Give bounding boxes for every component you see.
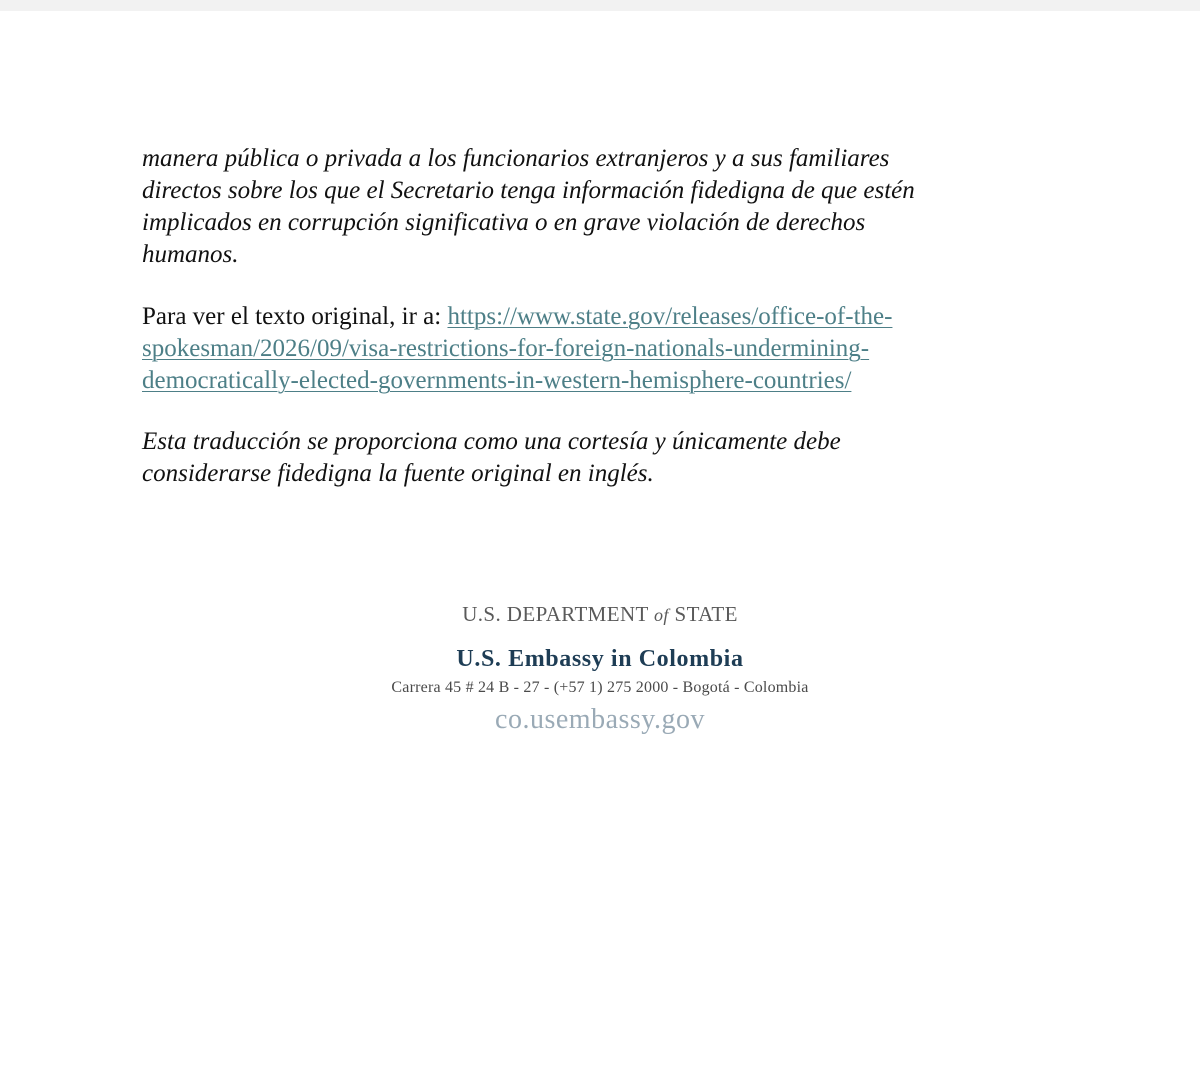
text-line: directos sobre los que el Secretario tenga información fidedigna de que estén bbox=[142, 177, 915, 204]
text-line: humanos. bbox=[142, 241, 239, 268]
original-text-link-part-1[interactable]: https://www.state.gov/releases/office-of-the- bbox=[447, 303, 893, 330]
embassy-website[interactable]: co.usembassy.gov bbox=[495, 704, 705, 735]
department-text-of: of bbox=[654, 605, 669, 625]
embassy-name: U.S. Embassy in Colombia bbox=[456, 646, 744, 672]
embassy-address: Carrera 45 # 24 B - 27 - (+57 1) 275 2000 - Bogotá - Colombia bbox=[391, 679, 809, 696]
text-line bbox=[142, 301, 1042, 333]
paragraph-original-text-link bbox=[142, 301, 1042, 397]
department-text-before: U.S. DEPARTMENT bbox=[462, 602, 655, 626]
text-line: manera pública o privada a los funcionarios extranjeros y a sus familiares bbox=[142, 145, 890, 172]
text-line bbox=[142, 333, 1042, 365]
paragraph-translation-disclaimer bbox=[142, 426, 1042, 490]
link-prefix: Para ver el texto original, ir a: bbox=[142, 303, 448, 330]
paragraph-visa-restrictions bbox=[142, 143, 1042, 271]
text-line: considerarse fidedigna la fuente original en inglés. bbox=[142, 460, 654, 487]
text-line bbox=[142, 365, 1042, 397]
top-strip bbox=[0, 0, 1200, 11]
original-text-link-part-2[interactable]: spokesman/2026/09/visa-restrictions-for-foreign-nationals-undermining- bbox=[142, 335, 870, 362]
text-line: implicados en corrupción significativa o en grave violación de derechos bbox=[142, 209, 866, 236]
department-text-after: STATE bbox=[668, 602, 738, 626]
text-line: Esta traducción se proporciona como una cortesía y únicamente debe bbox=[142, 428, 841, 455]
original-text-link-part-3[interactable]: democratically-elected-governments-in-western-hemisphere-countries/ bbox=[142, 367, 852, 394]
department-of-state-wordmark bbox=[0, 602, 1200, 627]
